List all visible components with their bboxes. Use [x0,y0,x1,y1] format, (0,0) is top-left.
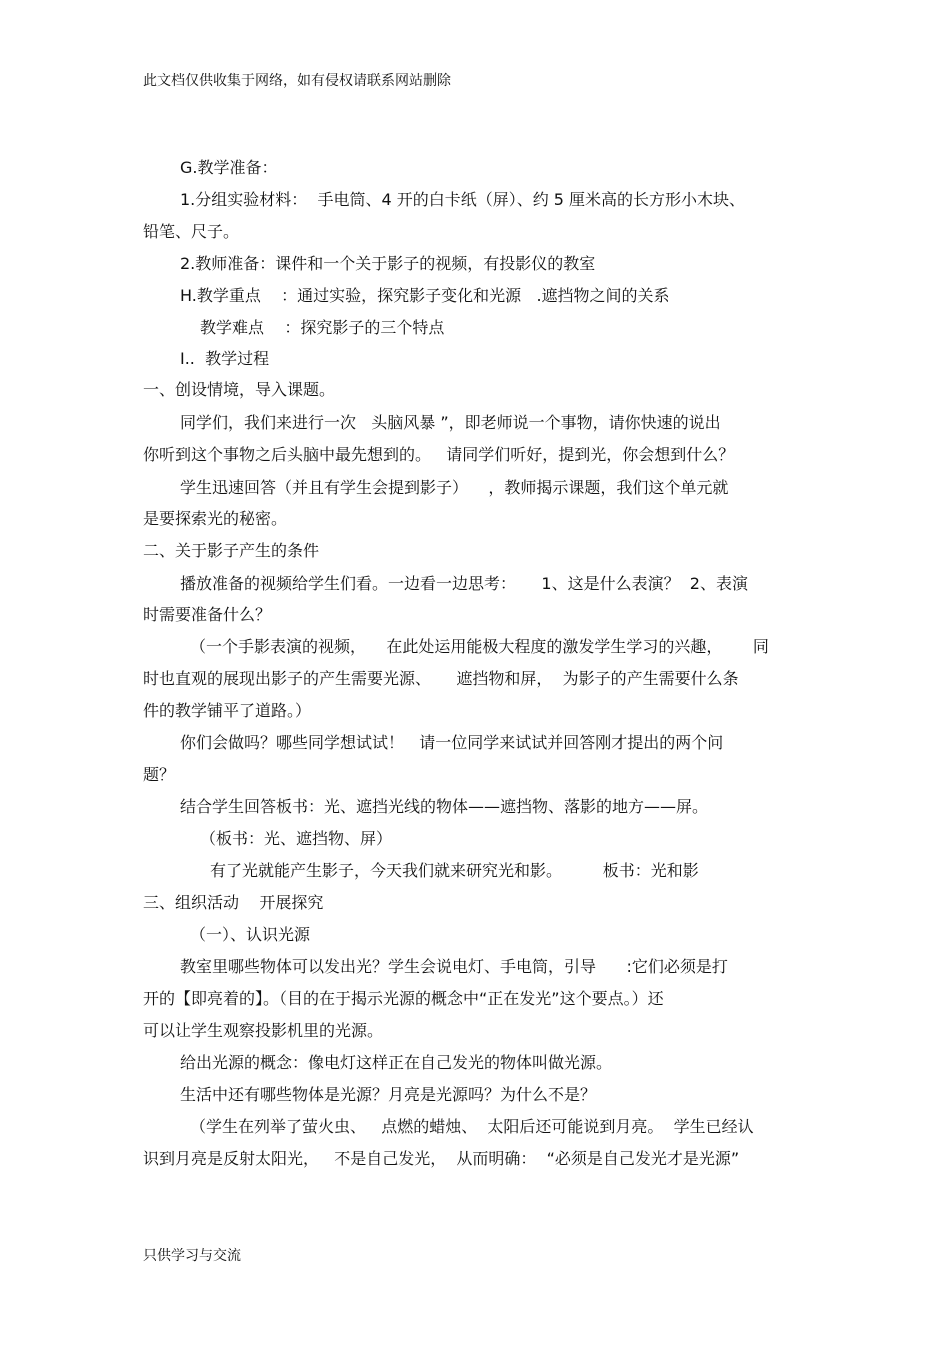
header-notice: 此文档仅供收集于网络，如有侵权请联系网站删除 [143,73,451,89]
footer-note: 只供学习与交流 [143,1248,241,1264]
text-line: 2.教师准备：课件和一个关于影子的视频，有投影仪的教室 [180,254,596,273]
text-line: 时也直观的展现出影子的产生需要光源、 遮挡物和屏， 为影子的产生需要什么条 [143,669,739,688]
text-line: 结合学生回答板书：光、遮挡光线的物体——遮挡物、落影的地方——屏。 [180,797,709,816]
text-line: 是要探索光的秘密。 [143,509,288,528]
text-line: I.. 教学过程 [180,349,270,368]
text-line: H.教学重点 ：通过实验，探究影子变化和光源 .遮挡物之间的关系 [180,286,670,305]
text-line: 题？ [143,765,176,784]
text-line: 有了光就能产生影子，今天我们就来研究光和影。 板书：光和影 [210,861,699,880]
text-line: （学生在列举了萤火虫、 点燃的蜡烛、 太阳后还可能说到月亮。 学生已经认 [190,1117,754,1136]
section-heading: 二、关于影子产生的条件 [143,541,320,560]
text-line: 教学难点 ：探究影子的三个特点 [200,318,445,337]
text-line: 生活中还有哪些物体是光源？月亮是光源吗？为什么不是？ [180,1085,597,1104]
text-line: 识到月亮是反射太阳光， 不是自己发光， 从而明确： “必须是自己发光才是光源” [143,1149,740,1168]
text-line: 你听到这个事物之后头脑中最先想到的。 请同学们听好，提到光，你会想到什么？ [143,445,735,464]
text-line: 给出光源的概念：像电灯这样正在自己发光的物体叫做光源。 [180,1053,613,1072]
text-line: G.教学准备： [180,158,278,177]
section-heading: 三、组织活动 开展探究 [143,893,324,912]
text-line: （一个手影表演的视频， 在此处运用能极大程度的激发学生学习的兴趣， 同 [190,637,769,656]
text-line: 你们会做吗？哪些同学想试试！ 请一位同学来试试并回答刚才提出的两个问 [180,733,724,752]
text-line: 播放准备的视频给学生们看。一边看一边思考： 1、这是什么表演？ 2、表演 [180,574,748,593]
text-line: 同学们，我们来进行一次 头脑风暴 ”，即老师说一个事物，请你快速的说出 [180,413,721,432]
text-line: 学生迅速回答（并且有学生会提到影子） ，教师揭示课题，我们这个单元就 [180,478,729,497]
text-line: 件的教学铺平了道路。） [143,701,312,720]
text-line: （板书：光、遮挡物、屏） [200,829,393,848]
section-heading: 一、创设情境，导入课题。 [143,380,336,399]
text-line: 铅笔、尺子。 [143,222,240,241]
text-line: 开的【即亮着的】。（目的在于揭示光源的概念中“正在发光”这个要点。）还 [143,989,664,1008]
text-line: 时需要准备什么？ [143,605,272,624]
text-line: 1.分组实验材料： 手电筒、4 开的白卡纸（屏）、约 5 厘米高的长方形小木块、 [180,190,746,209]
subsection-heading: （一）、认识光源 [190,925,311,944]
text-line: 教室里哪些物体可以发出光？学生会说电灯、手电筒，引导 :它们必须是打 [180,957,728,976]
text-line: 可以让学生观察投影机里的光源。 [143,1021,384,1040]
